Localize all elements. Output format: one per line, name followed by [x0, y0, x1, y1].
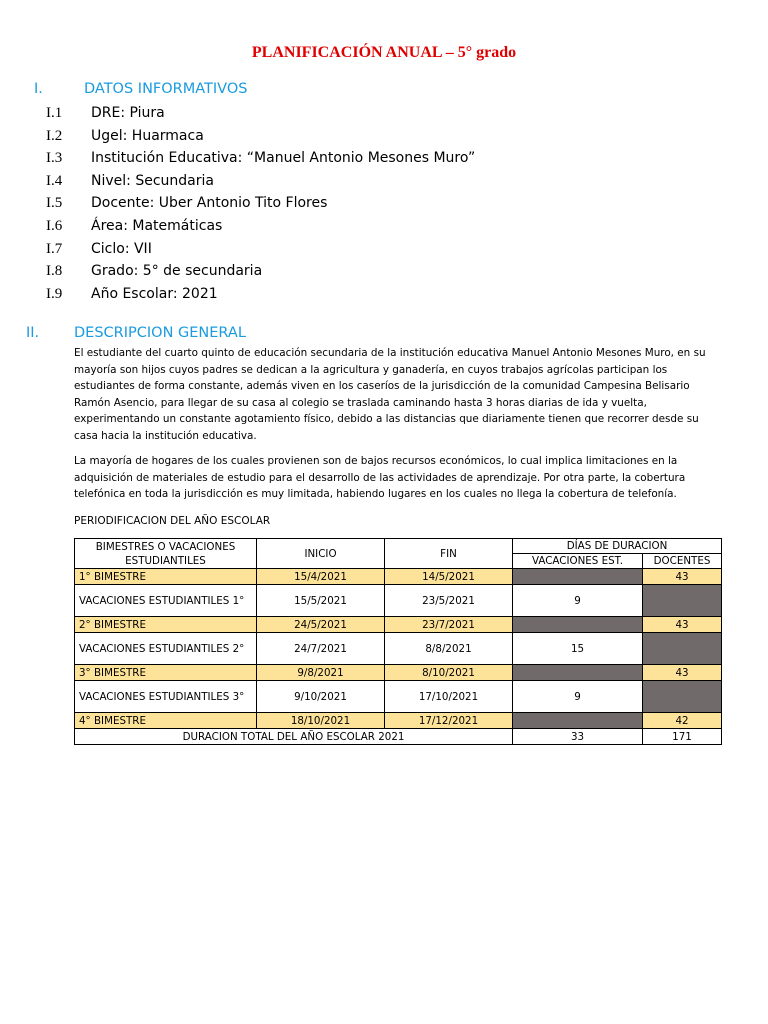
- cell-vacaciones: 9: [513, 585, 643, 617]
- info-code: I.8: [46, 263, 63, 280]
- cell-period: VACACIONES ESTUDIANTILES 1°: [75, 585, 257, 617]
- info-text: Año Escolar: 2021: [91, 285, 218, 302]
- section-2-number: II.: [26, 325, 40, 341]
- table-row: [75, 665, 722, 681]
- info-text: Institución Educativa: “Manuel Antonio Mesones Muro”: [91, 150, 476, 167]
- cell-fin: 17/12/2021: [385, 713, 513, 729]
- header-dias: DÍAS DE DURACION: [513, 539, 722, 554]
- table-row: [75, 713, 722, 729]
- cell-vacaciones: [513, 713, 643, 729]
- cell-fin: 23/7/2021: [385, 617, 513, 633]
- cell-inicio: 15/4/2021: [257, 569, 385, 585]
- info-text: Ciclo: VII: [91, 240, 152, 257]
- cell-fin: 14/5/2021: [385, 569, 513, 585]
- section-2-label: DESCRIPCION GENERAL: [74, 325, 246, 341]
- cell-period: 2° BIMESTRE: [75, 617, 257, 633]
- document-title: PLANIFICACIÓN ANUAL – 5° grado: [251, 44, 517, 61]
- total-label: DURACION TOTAL DEL AÑO ESCOLAR 2021: [75, 729, 513, 745]
- description-paragraph-2: La mayoría de hogares de los cuales provienen son de bajos recursos económicos, lo cual implica limitaciones en la adquisición de materiales de estudio para el desarrollo de las actividades de aprendizaje. Por otra parte, la cobertura telefónica en toda la jurisdicción es muy limitada, habiendo lugares en los cuales no llega la cobertura de telefonía.: [74, 455, 686, 500]
- cell-docentes: [643, 585, 722, 617]
- cell-fin: 8/10/2021: [385, 665, 513, 681]
- table-row: [75, 569, 722, 585]
- cell-docentes: 42: [643, 713, 722, 729]
- cell-period: VACACIONES ESTUDIANTILES 2°: [75, 633, 257, 665]
- table-row: [75, 633, 722, 665]
- cell-inicio: 15/5/2021: [257, 585, 385, 617]
- cell-inicio: 18/10/2021: [257, 713, 385, 729]
- cell-inicio: 9/8/2021: [257, 665, 385, 681]
- info-code: I.3: [46, 150, 63, 167]
- cell-fin: 17/10/2021: [385, 681, 513, 713]
- info-code: I.9: [46, 285, 63, 302]
- info-text: Docente: Uber Antonio Tito Flores: [91, 195, 328, 212]
- cell-docentes: 43: [643, 665, 722, 681]
- cell-period: 1° BIMESTRE: [75, 569, 257, 585]
- table-row: [75, 617, 722, 633]
- cell-vacaciones: 15: [513, 633, 643, 665]
- cell-inicio: 9/10/2021: [257, 681, 385, 713]
- info-code: I.2: [46, 127, 63, 144]
- table-header-row: [75, 539, 722, 554]
- cell-docentes: [643, 681, 722, 713]
- periodification-table: [74, 538, 722, 745]
- cell-docentes: [643, 633, 722, 665]
- cell-vacaciones: [513, 617, 643, 633]
- info-code: I.1: [46, 105, 63, 121]
- cell-period: 3° BIMESTRE: [75, 665, 257, 681]
- table-row: [75, 585, 722, 617]
- table-row: [75, 681, 722, 713]
- cell-docentes: 43: [643, 569, 722, 585]
- periodification-title: PERIODIFICACION DEL AÑO ESCOLAR: [74, 515, 271, 527]
- cell-vacaciones: [513, 665, 643, 681]
- total-docentes: 171: [643, 729, 722, 745]
- cell-fin: 23/5/2021: [385, 585, 513, 617]
- header-docentes: DOCENTES: [643, 554, 722, 569]
- info-code: I.6: [46, 217, 63, 234]
- total-vacaciones: 33: [513, 729, 643, 745]
- info-text: Grado: 5° de secundaria: [91, 263, 263, 280]
- info-text: Nivel: Secundaria: [91, 172, 214, 189]
- cell-docentes: 43: [643, 617, 722, 633]
- info-text: Área: Matemáticas: [91, 217, 223, 234]
- info-code: I.5: [46, 195, 63, 212]
- section-1-label: DATOS INFORMATIVOS: [84, 81, 248, 97]
- section-1-number: I.: [34, 81, 43, 97]
- info-text: Ugel: Huarmaca: [91, 127, 204, 144]
- info-code: I.4: [46, 172, 63, 189]
- description-paragraph-1: El estudiante del cuarto quinto de educación secundaria de la institución educativa Manuel Antonio Mesones Muro, en su mayoría son hijos cuyos padres se dedican a la agricultura y ganadería, en cuyos trabajos agrícolas participan los estudiantes de forma constante, además viven en los caseríos de la jurisdicción de la comunidad Campesina Belisario Ramón Asencio, para llegar de su casa al colegio se traslada caminando hasta 3 horas diarias de ida y vuelta, experimentando un constante agotamiento físico, debido a las distancias que diariamente tienen que recorrer desde su casa hacia la institución educativa.: [74, 347, 706, 442]
- cell-inicio: 24/7/2021: [257, 633, 385, 665]
- cell-period: VACACIONES ESTUDIANTILES 3°: [75, 681, 257, 713]
- header-vacaciones: VACACIONES EST.: [513, 554, 643, 569]
- info-text: DRE: Piura: [91, 105, 165, 121]
- cell-vacaciones: 9: [513, 681, 643, 713]
- table-total-row: [75, 729, 722, 745]
- info-code: I.7: [46, 240, 63, 257]
- header-inicio: INICIO: [257, 539, 385, 569]
- cell-fin: 8/8/2021: [385, 633, 513, 665]
- cell-period: 4° BIMESTRE: [75, 713, 257, 729]
- cell-vacaciones: [513, 569, 643, 585]
- header-period: BIMESTRES O VACACIONES ESTUDIANTILES: [75, 539, 257, 569]
- header-fin: FIN: [385, 539, 513, 569]
- cell-inicio: 24/5/2021: [257, 617, 385, 633]
